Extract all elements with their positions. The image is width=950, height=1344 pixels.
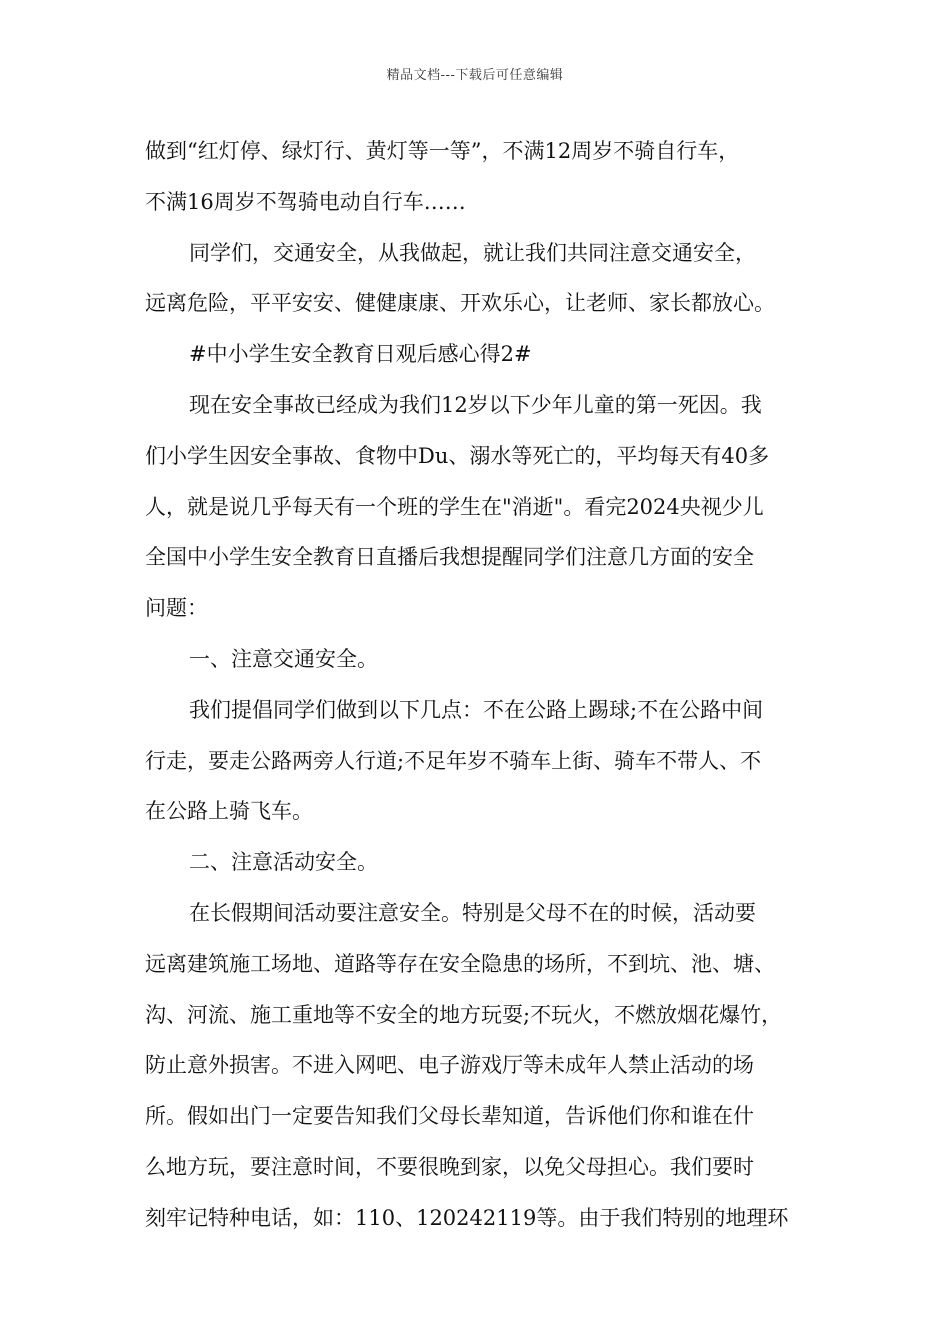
subsection-heading: 二、注意活动安全。 <box>189 850 378 875</box>
text-line: 问题： <box>145 596 208 621</box>
text-line: 在长假期间活动要注意安全。特别是父母不在的时候，活动要 <box>189 900 756 925</box>
text-line: 现在安全事故已经成为我们12岁以下少年儿童的第一死因。我 <box>189 392 762 417</box>
text-line: 么地方玩，要注意时间，不要很晚到家，以免父母担心。我们要时 <box>145 1154 754 1179</box>
text-line: 做到“红灯停、绿灯行、黄灯等一等”，不满12周岁不骑自行车， <box>145 139 740 163</box>
text-line: 远离建筑施工场地、道路等存在安全隐患的场所，不到坑、池、塘、 <box>145 951 775 976</box>
text-line: 在公路上骑飞车。 <box>145 799 313 824</box>
page-header: 精品文档---下载后可任意编辑 <box>386 68 564 83</box>
text-line: 不满16周岁不驾骑电动自行车…… <box>145 189 466 214</box>
text-line: 同学们，交通安全，从我做起，就让我们共同注意交通安全， <box>189 240 756 265</box>
text-line: 们小学生因安全事故、食物中Du、溺水等死亡的，平均每天有40多 <box>145 443 770 468</box>
text-line: 行走，要走公路两旁人行道;不足年岁不骑车上街、骑车不带人、不 <box>145 748 762 773</box>
text-line: 沟、河流、施工重地等不安全的地方玩耍;不玩火，不燃放烟花爆竹， <box>145 1002 783 1027</box>
text-line: 我们提倡同学们做到以下几点：不在公路上踢球;不在公路中间 <box>189 697 764 722</box>
text-line: 防止意外损害。不进入网吧、电子游戏厅等未成年人禁止活动的场 <box>145 1053 754 1078</box>
section-heading: #中小学生安全教育日观后感心得2# <box>189 342 532 367</box>
subsection-heading: 一、注意交通安全。 <box>189 646 378 671</box>
text-line: 远离危险，平平安安、健健康康、开欢乐心，让老师、家长都放心。 <box>145 291 775 316</box>
text-line: 全国中小学生安全教育日直播后我想提醒同学们注意几方面的安全 <box>145 545 754 570</box>
text-line: 所。假如出门一定要告知我们父母长辈知道，告诉他们你和谁在什 <box>145 1104 754 1129</box>
text-line: 刻牢记特种电话，如：110、120242119等。由于我们特别的地理环 <box>145 1205 789 1230</box>
document-body <box>145 126 825 1244</box>
text-line: 人，就是说几乎每天有一个班的学生在"消逝"。看完2024央视少儿 <box>145 494 764 519</box>
